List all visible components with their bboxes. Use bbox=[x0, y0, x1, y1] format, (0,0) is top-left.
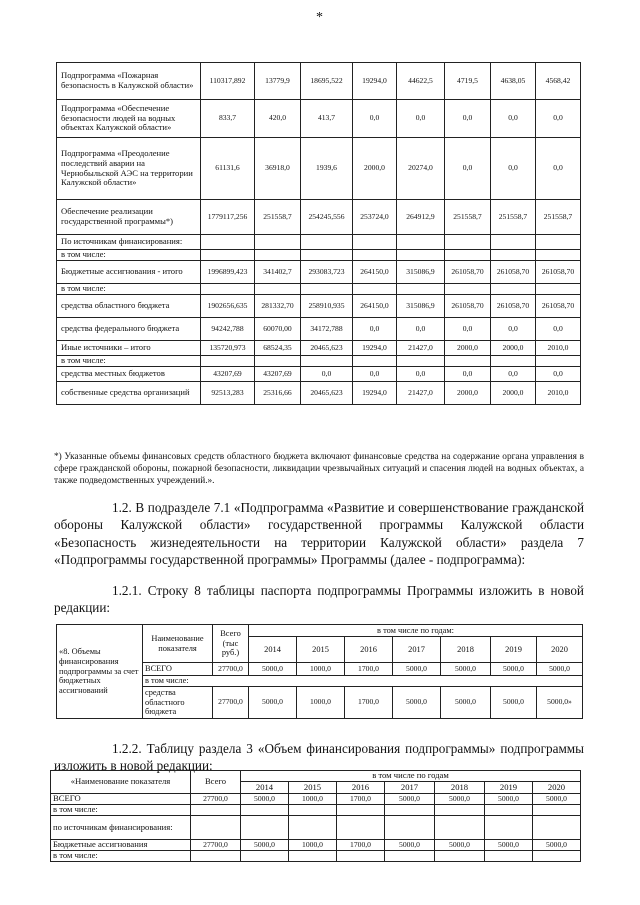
value-cell: 0,0 bbox=[397, 318, 445, 341]
passport-table bbox=[56, 624, 583, 719]
row-label: в том числе: bbox=[57, 284, 201, 295]
value-cell bbox=[491, 284, 536, 295]
value-cell: 44622,5 bbox=[397, 63, 445, 100]
value-cell bbox=[241, 851, 289, 862]
year-header: 2018 bbox=[441, 637, 491, 663]
value-cell: 135720,973 bbox=[201, 341, 255, 356]
value-cell: 5000,0 bbox=[435, 794, 485, 805]
col-name-header: Наименование показателя bbox=[143, 625, 213, 663]
total-cell: 27700,0 bbox=[191, 840, 241, 851]
year-header: 2015 bbox=[289, 782, 337, 794]
value-cell bbox=[491, 250, 536, 261]
value-cell: 264912,9 bbox=[397, 200, 445, 235]
value-cell: 5000,0 bbox=[385, 840, 435, 851]
value-cell: 1902656,635 bbox=[201, 295, 255, 318]
table-row bbox=[51, 805, 581, 816]
value-cell: 5000,0 bbox=[485, 794, 533, 805]
value-cell bbox=[536, 235, 581, 250]
table-row bbox=[57, 138, 581, 200]
value-cell: 1700,0 bbox=[337, 840, 385, 851]
value-cell: 2010,0 bbox=[536, 341, 581, 356]
row-name: по источникам финансирования: bbox=[51, 816, 191, 840]
value-cell: 315086,9 bbox=[397, 261, 445, 284]
row-name: в том числе: bbox=[143, 676, 583, 687]
value-cell: 264150,0 bbox=[353, 261, 397, 284]
value-cell: 261058,70 bbox=[491, 261, 536, 284]
value-cell: 0,0 bbox=[536, 138, 581, 200]
value-cell bbox=[445, 250, 491, 261]
row-label: средства федерального бюджета bbox=[57, 318, 201, 341]
value-cell: 5000,0 bbox=[491, 663, 537, 676]
row-label: Обеспечение реализации государственной программы*) bbox=[57, 200, 201, 235]
value-cell bbox=[533, 805, 581, 816]
value-cell: 19294,0 bbox=[353, 382, 397, 405]
row-name: ВСЕГО bbox=[143, 663, 213, 676]
year-header: 2019 bbox=[485, 782, 533, 794]
value-cell bbox=[491, 356, 536, 367]
value-cell: 0,0 bbox=[536, 367, 581, 382]
value-cell: 420,0 bbox=[255, 100, 301, 138]
value-cell: 2000,0 bbox=[445, 382, 491, 405]
value-cell bbox=[301, 356, 353, 367]
row-name: в том числе: bbox=[51, 851, 191, 862]
row-label: Подпрограмма «Преодоление последствий аварии на Чернобыльской АЭС на территории Калужской области» bbox=[57, 138, 201, 200]
value-cell: 0,0 bbox=[491, 318, 536, 341]
value-cell bbox=[301, 235, 353, 250]
table-row bbox=[57, 250, 581, 261]
value-cell: 1779117,256 bbox=[201, 200, 255, 235]
row-label: Подпрограмма «Обеспечение безопасности людей на водных объектах Калужской области» bbox=[57, 100, 201, 138]
value-cell: 264150,0 bbox=[353, 295, 397, 318]
paragraph-1-2-1: 1.2.1. Строку 8 таблицы паспорта подпрограммы Программы изложить в новой редакции: bbox=[54, 583, 584, 616]
value-cell: 20274,0 bbox=[397, 138, 445, 200]
value-cell: 258910,935 bbox=[301, 295, 353, 318]
value-cell bbox=[255, 356, 301, 367]
value-cell: 281332,70 bbox=[255, 295, 301, 318]
value-cell: 253724,0 bbox=[353, 200, 397, 235]
total-cell bbox=[191, 851, 241, 862]
value-cell bbox=[491, 235, 536, 250]
value-cell bbox=[337, 851, 385, 862]
value-cell: 1700,0 bbox=[337, 794, 385, 805]
footnote: *) Указанные объемы финансовых средств областного бюджета включают финансовые средства на содержание органа управления в сфере гражданской обороны, пожарной безопасности, ликвидации чрезвычайных ситуаций и спасения людей на водных объектах, а также подведомственных учреждений.». bbox=[54, 452, 584, 487]
value-cell: 19294,0 bbox=[353, 63, 397, 100]
value-cell bbox=[301, 284, 353, 295]
table-row bbox=[57, 341, 581, 356]
value-cell bbox=[435, 816, 485, 840]
value-cell bbox=[397, 284, 445, 295]
value-cell: 0,0 bbox=[445, 138, 491, 200]
value-cell: 0,0 bbox=[536, 318, 581, 341]
value-cell: 2000,0 bbox=[491, 382, 536, 405]
value-cell: 92513,283 bbox=[201, 382, 255, 405]
value-cell: 0,0 bbox=[397, 100, 445, 138]
value-cell: 43207,69 bbox=[255, 367, 301, 382]
value-cell: 0,0 bbox=[536, 100, 581, 138]
value-cell bbox=[337, 805, 385, 816]
value-cell: 5000,0 bbox=[441, 687, 491, 719]
value-cell: 2000,0 bbox=[445, 341, 491, 356]
value-cell bbox=[255, 250, 301, 261]
year-header: 2015 bbox=[297, 637, 345, 663]
value-cell: 2000,0 bbox=[491, 341, 536, 356]
value-cell bbox=[289, 805, 337, 816]
value-cell bbox=[533, 851, 581, 862]
value-cell bbox=[201, 235, 255, 250]
value-cell bbox=[289, 851, 337, 862]
value-cell bbox=[533, 816, 581, 840]
value-cell bbox=[536, 250, 581, 261]
value-cell: 251558,7 bbox=[491, 200, 536, 235]
value-cell bbox=[435, 805, 485, 816]
total-cell bbox=[191, 805, 241, 816]
value-cell: 5000,0 bbox=[393, 687, 441, 719]
table-row bbox=[57, 235, 581, 250]
table-row bbox=[57, 63, 581, 100]
value-cell: 5000,0 bbox=[441, 663, 491, 676]
value-cell: 19294,0 bbox=[353, 341, 397, 356]
value-cell: 251558,7 bbox=[536, 200, 581, 235]
value-cell: 5000,0 bbox=[393, 663, 441, 676]
year-header: 2018 bbox=[435, 782, 485, 794]
value-cell bbox=[201, 250, 255, 261]
value-cell bbox=[397, 356, 445, 367]
value-cell bbox=[201, 356, 255, 367]
value-cell: 261058,70 bbox=[536, 261, 581, 284]
value-cell: 5000,0 bbox=[537, 663, 583, 676]
value-cell: 5000,0» bbox=[537, 687, 583, 719]
value-cell: 0,0 bbox=[301, 367, 353, 382]
table-row bbox=[57, 318, 581, 341]
value-cell bbox=[385, 851, 435, 862]
value-cell: 13779,9 bbox=[255, 63, 301, 100]
value-cell: 5000,0 bbox=[241, 840, 289, 851]
value-cell: 21427,0 bbox=[397, 382, 445, 405]
value-cell bbox=[485, 805, 533, 816]
value-cell: 110317,892 bbox=[201, 63, 255, 100]
value-cell bbox=[445, 235, 491, 250]
value-cell: 20465,623 bbox=[301, 341, 353, 356]
value-cell: 61131,6 bbox=[201, 138, 255, 200]
value-cell bbox=[241, 816, 289, 840]
value-cell bbox=[337, 816, 385, 840]
row-label: Иные источники – итого bbox=[57, 341, 201, 356]
table-row bbox=[57, 100, 581, 138]
value-cell: 0,0 bbox=[491, 138, 536, 200]
value-cell bbox=[385, 805, 435, 816]
year-header: 2017 bbox=[393, 637, 441, 663]
value-cell: 5000,0 bbox=[533, 794, 581, 805]
value-cell bbox=[201, 284, 255, 295]
table-row bbox=[57, 284, 581, 295]
years-header: в том числе по годам bbox=[241, 771, 581, 782]
total-cell: 27700,0 bbox=[191, 794, 241, 805]
value-cell bbox=[445, 356, 491, 367]
row-label: собственные средства организаций bbox=[57, 382, 201, 405]
value-cell bbox=[385, 816, 435, 840]
value-cell: 4719,5 bbox=[445, 63, 491, 100]
col-name-header: «Наименование показателя bbox=[51, 771, 191, 794]
value-cell bbox=[289, 816, 337, 840]
value-cell: 0,0 bbox=[353, 367, 397, 382]
paragraph-1-2-2: 1.2.2. Таблицу раздела 3 «Объем финансирования подпрограммы» подпрограммы изложить в новой редакции: bbox=[54, 741, 584, 774]
value-cell bbox=[255, 235, 301, 250]
row-label: в том числе: bbox=[57, 356, 201, 367]
row-label: Бюджетные ассигнования - итого bbox=[57, 261, 201, 284]
value-cell bbox=[445, 284, 491, 295]
value-cell: 18695,522 bbox=[301, 63, 353, 100]
financing-table bbox=[56, 62, 581, 405]
year-header: 2016 bbox=[337, 782, 385, 794]
value-cell: 5000,0 bbox=[491, 687, 537, 719]
row-label: средства местных бюджетов bbox=[57, 367, 201, 382]
value-cell bbox=[397, 250, 445, 261]
value-cell bbox=[353, 250, 397, 261]
total-cell: 27700,0 bbox=[213, 687, 249, 719]
value-cell: 1939,6 bbox=[301, 138, 353, 200]
header-mark: * bbox=[316, 10, 323, 25]
value-cell bbox=[485, 816, 533, 840]
col-total-header: Всего (тыс руб.) bbox=[213, 625, 249, 663]
value-cell: 0,0 bbox=[397, 367, 445, 382]
table-row bbox=[51, 794, 581, 805]
value-cell: 5000,0 bbox=[435, 840, 485, 851]
value-cell bbox=[536, 284, 581, 295]
row-name: ВСЕГО bbox=[51, 794, 191, 805]
value-cell bbox=[397, 235, 445, 250]
col-total-header: Всего bbox=[191, 771, 241, 794]
value-cell: 1700,0 bbox=[345, 687, 393, 719]
value-cell: 5000,0 bbox=[249, 687, 297, 719]
value-cell bbox=[255, 284, 301, 295]
value-cell: 4568,42 bbox=[536, 63, 581, 100]
row-label: средства областного бюджета bbox=[57, 295, 201, 318]
value-cell: 1000,0 bbox=[289, 794, 337, 805]
value-cell: 20465,623 bbox=[301, 382, 353, 405]
value-cell: 413,7 bbox=[301, 100, 353, 138]
value-cell: 5000,0 bbox=[385, 794, 435, 805]
value-cell: 36918,0 bbox=[255, 138, 301, 200]
total-cell bbox=[191, 816, 241, 840]
value-cell: 25316,66 bbox=[255, 382, 301, 405]
value-cell: 5000,0 bbox=[249, 663, 297, 676]
value-cell: 5000,0 bbox=[241, 794, 289, 805]
value-cell: 0,0 bbox=[491, 367, 536, 382]
value-cell bbox=[536, 356, 581, 367]
value-cell: 261058,70 bbox=[491, 295, 536, 318]
table-row bbox=[57, 356, 581, 367]
value-cell bbox=[485, 851, 533, 862]
value-cell: 251558,7 bbox=[445, 200, 491, 235]
passport-row-label: «8. Объемы финансирования подпрограммы за счет бюджетных ассигнований bbox=[57, 625, 143, 719]
volume-table bbox=[50, 770, 581, 862]
value-cell: 34172,788 bbox=[301, 318, 353, 341]
value-cell: 0,0 bbox=[353, 100, 397, 138]
value-cell: 0,0 bbox=[491, 100, 536, 138]
value-cell: 1996899,423 bbox=[201, 261, 255, 284]
table-row bbox=[57, 261, 581, 284]
value-cell: 254245,556 bbox=[301, 200, 353, 235]
value-cell: 261058,70 bbox=[536, 295, 581, 318]
value-cell bbox=[301, 250, 353, 261]
value-cell: 1000,0 bbox=[289, 840, 337, 851]
table-row bbox=[57, 382, 581, 405]
table-row bbox=[57, 367, 581, 382]
value-cell: 341402,7 bbox=[255, 261, 301, 284]
table-row bbox=[51, 851, 581, 862]
value-cell bbox=[435, 851, 485, 862]
value-cell: 94242,788 bbox=[201, 318, 255, 341]
value-cell: 261058,70 bbox=[445, 261, 491, 284]
table-row bbox=[57, 200, 581, 235]
paragraph-1-2: 1.2. В подразделе 7.1 «Подпрограмма «Развитие и совершенствование гражданской обороны Калужской области» государственной программы Калужской области «Безопасность жизнедеятельности на территории Калужской области» раздела 7 «Подпрограммы государственной программы» Программы (далее - подпрограмма): bbox=[54, 500, 584, 568]
value-cell: 1000,0 bbox=[297, 663, 345, 676]
value-cell: 60070,00 bbox=[255, 318, 301, 341]
year-header: 2014 bbox=[249, 637, 297, 663]
year-header: 2014 bbox=[241, 782, 289, 794]
value-cell: 833,7 bbox=[201, 100, 255, 138]
value-cell: 0,0 bbox=[445, 367, 491, 382]
value-cell bbox=[353, 356, 397, 367]
value-cell: 2010,0 bbox=[536, 382, 581, 405]
year-header: 2020 bbox=[537, 637, 583, 663]
value-cell: 1000,0 bbox=[297, 687, 345, 719]
value-cell: 0,0 bbox=[445, 318, 491, 341]
row-label: По источникам финансирования: bbox=[57, 235, 201, 250]
total-cell: 27700,0 bbox=[213, 663, 249, 676]
value-cell: 68524,35 bbox=[255, 341, 301, 356]
value-cell: 21427,0 bbox=[397, 341, 445, 356]
value-cell: 315086,9 bbox=[397, 295, 445, 318]
year-header: 2016 bbox=[345, 637, 393, 663]
value-cell: 261058,70 bbox=[445, 295, 491, 318]
value-cell: 5000,0 bbox=[533, 840, 581, 851]
row-label: в том числе: bbox=[57, 250, 201, 261]
year-header: 2020 bbox=[533, 782, 581, 794]
value-cell bbox=[241, 805, 289, 816]
value-cell: 0,0 bbox=[445, 100, 491, 138]
value-cell: 2000,0 bbox=[353, 138, 397, 200]
value-cell: 5000,0 bbox=[485, 840, 533, 851]
value-cell: 43207,69 bbox=[201, 367, 255, 382]
value-cell bbox=[353, 284, 397, 295]
value-cell: 0,0 bbox=[353, 318, 397, 341]
years-header: в том числе по годам: bbox=[249, 625, 583, 637]
value-cell bbox=[353, 235, 397, 250]
year-header: 2019 bbox=[491, 637, 537, 663]
value-cell: 293083,723 bbox=[301, 261, 353, 284]
row-label: Подпрограмма «Пожарная безопасность в Калужской области» bbox=[57, 63, 201, 100]
row-name: средства областного бюджета bbox=[143, 687, 213, 719]
table-row bbox=[57, 295, 581, 318]
table-row bbox=[51, 840, 581, 851]
value-cell: 251558,7 bbox=[255, 200, 301, 235]
value-cell: 1700,0 bbox=[345, 663, 393, 676]
value-cell: 4638,05 bbox=[491, 63, 536, 100]
table-row bbox=[51, 816, 581, 840]
row-name: Бюджетные ассигнования bbox=[51, 840, 191, 851]
year-header: 2017 bbox=[385, 782, 435, 794]
row-name: в том числе: bbox=[51, 805, 191, 816]
